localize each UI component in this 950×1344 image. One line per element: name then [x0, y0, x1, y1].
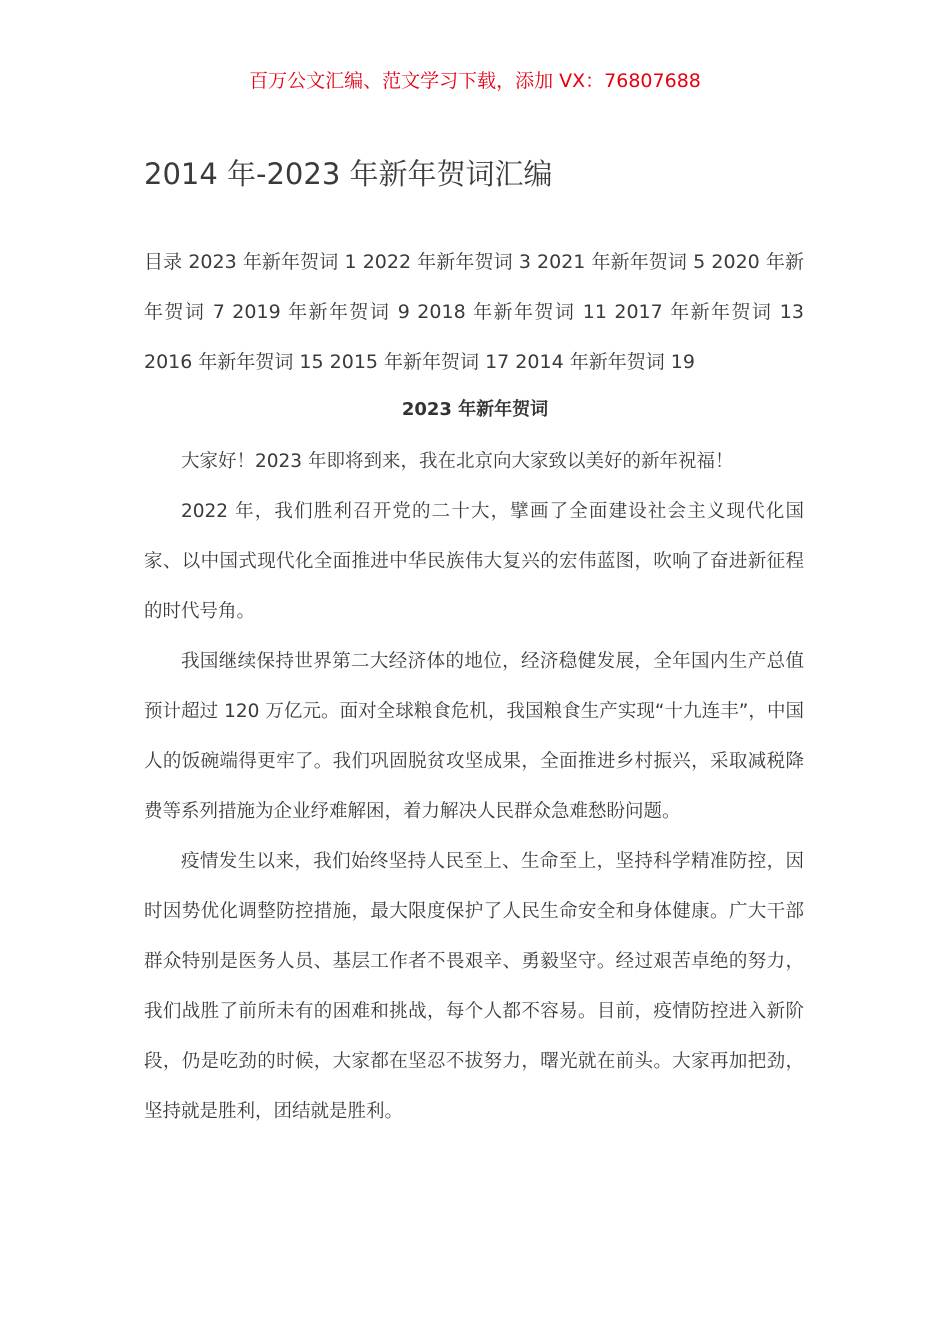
paragraph: 疫情发生以来，我们始终坚持人民至上、生命至上，坚持科学精准防控，因时因势优化调整防控措施，最大限度保护了人民生命安全和身体健康。广大干部群众特别是医务人员、基层工作者不畏艰辛、勇毅坚守。经过艰苦卓绝的努力，我们战胜了前所未有的困难和挑战，每个人都不容易。目前，疫情防控进入新阶段，仍是吃劲的时候，大家都在坚忍不拔努力，曙光就在前头。大家再加把劲，坚持就是胜利，团结就是胜利。 — [144, 851, 804, 1122]
document-title: 2014 年-2023 年新年贺词汇编 — [144, 157, 553, 191]
paragraph: 我国继续保持世界第二大经济体的地位，经济稳健发展，全年国内生产总值预计超过 120 万亿元。面对全球粮食危机，我国粮食生产实现“十九连丰”，中国人的饭碗端得更牢了。我们巩固脱贫攻坚成果，全面推进乡村振兴，采取减税降费等系列措施为企业纾难解困，着力解决人民群众急难愁盼问题。 — [144, 651, 804, 822]
body-text — [144, 437, 804, 1137]
section-title: 2023 年新年贺词 — [401, 399, 549, 420]
table-of-contents: 目录 2023 年新年贺词 1 2022 年新年贺词 3 2021 年新年贺词 5 2020 年新年贺词 7 2019 年新年贺词 9 2018 年新年贺词 11 2017 年新年贺词 13 2016 年新年贺词 15 2015 年新年贺词 17 2014 年新年贺词 19 — [144, 251, 804, 373]
paragraph: 2022 年，我们胜利召开党的二十大，擘画了全面建设社会主义现代化国家、以中国式现代化全面推进中华民族伟大复兴的宏伟蓝图，吹响了奋进新征程的时代号角。 — [144, 501, 804, 622]
header-watermark-note: 百万公文汇编、范文学习下载，添加 VX：76807688 — [249, 70, 701, 92]
paragraph: 大家好！2023 年即将到来，我在北京向大家致以美好的新年祝福！ — [181, 451, 734, 472]
